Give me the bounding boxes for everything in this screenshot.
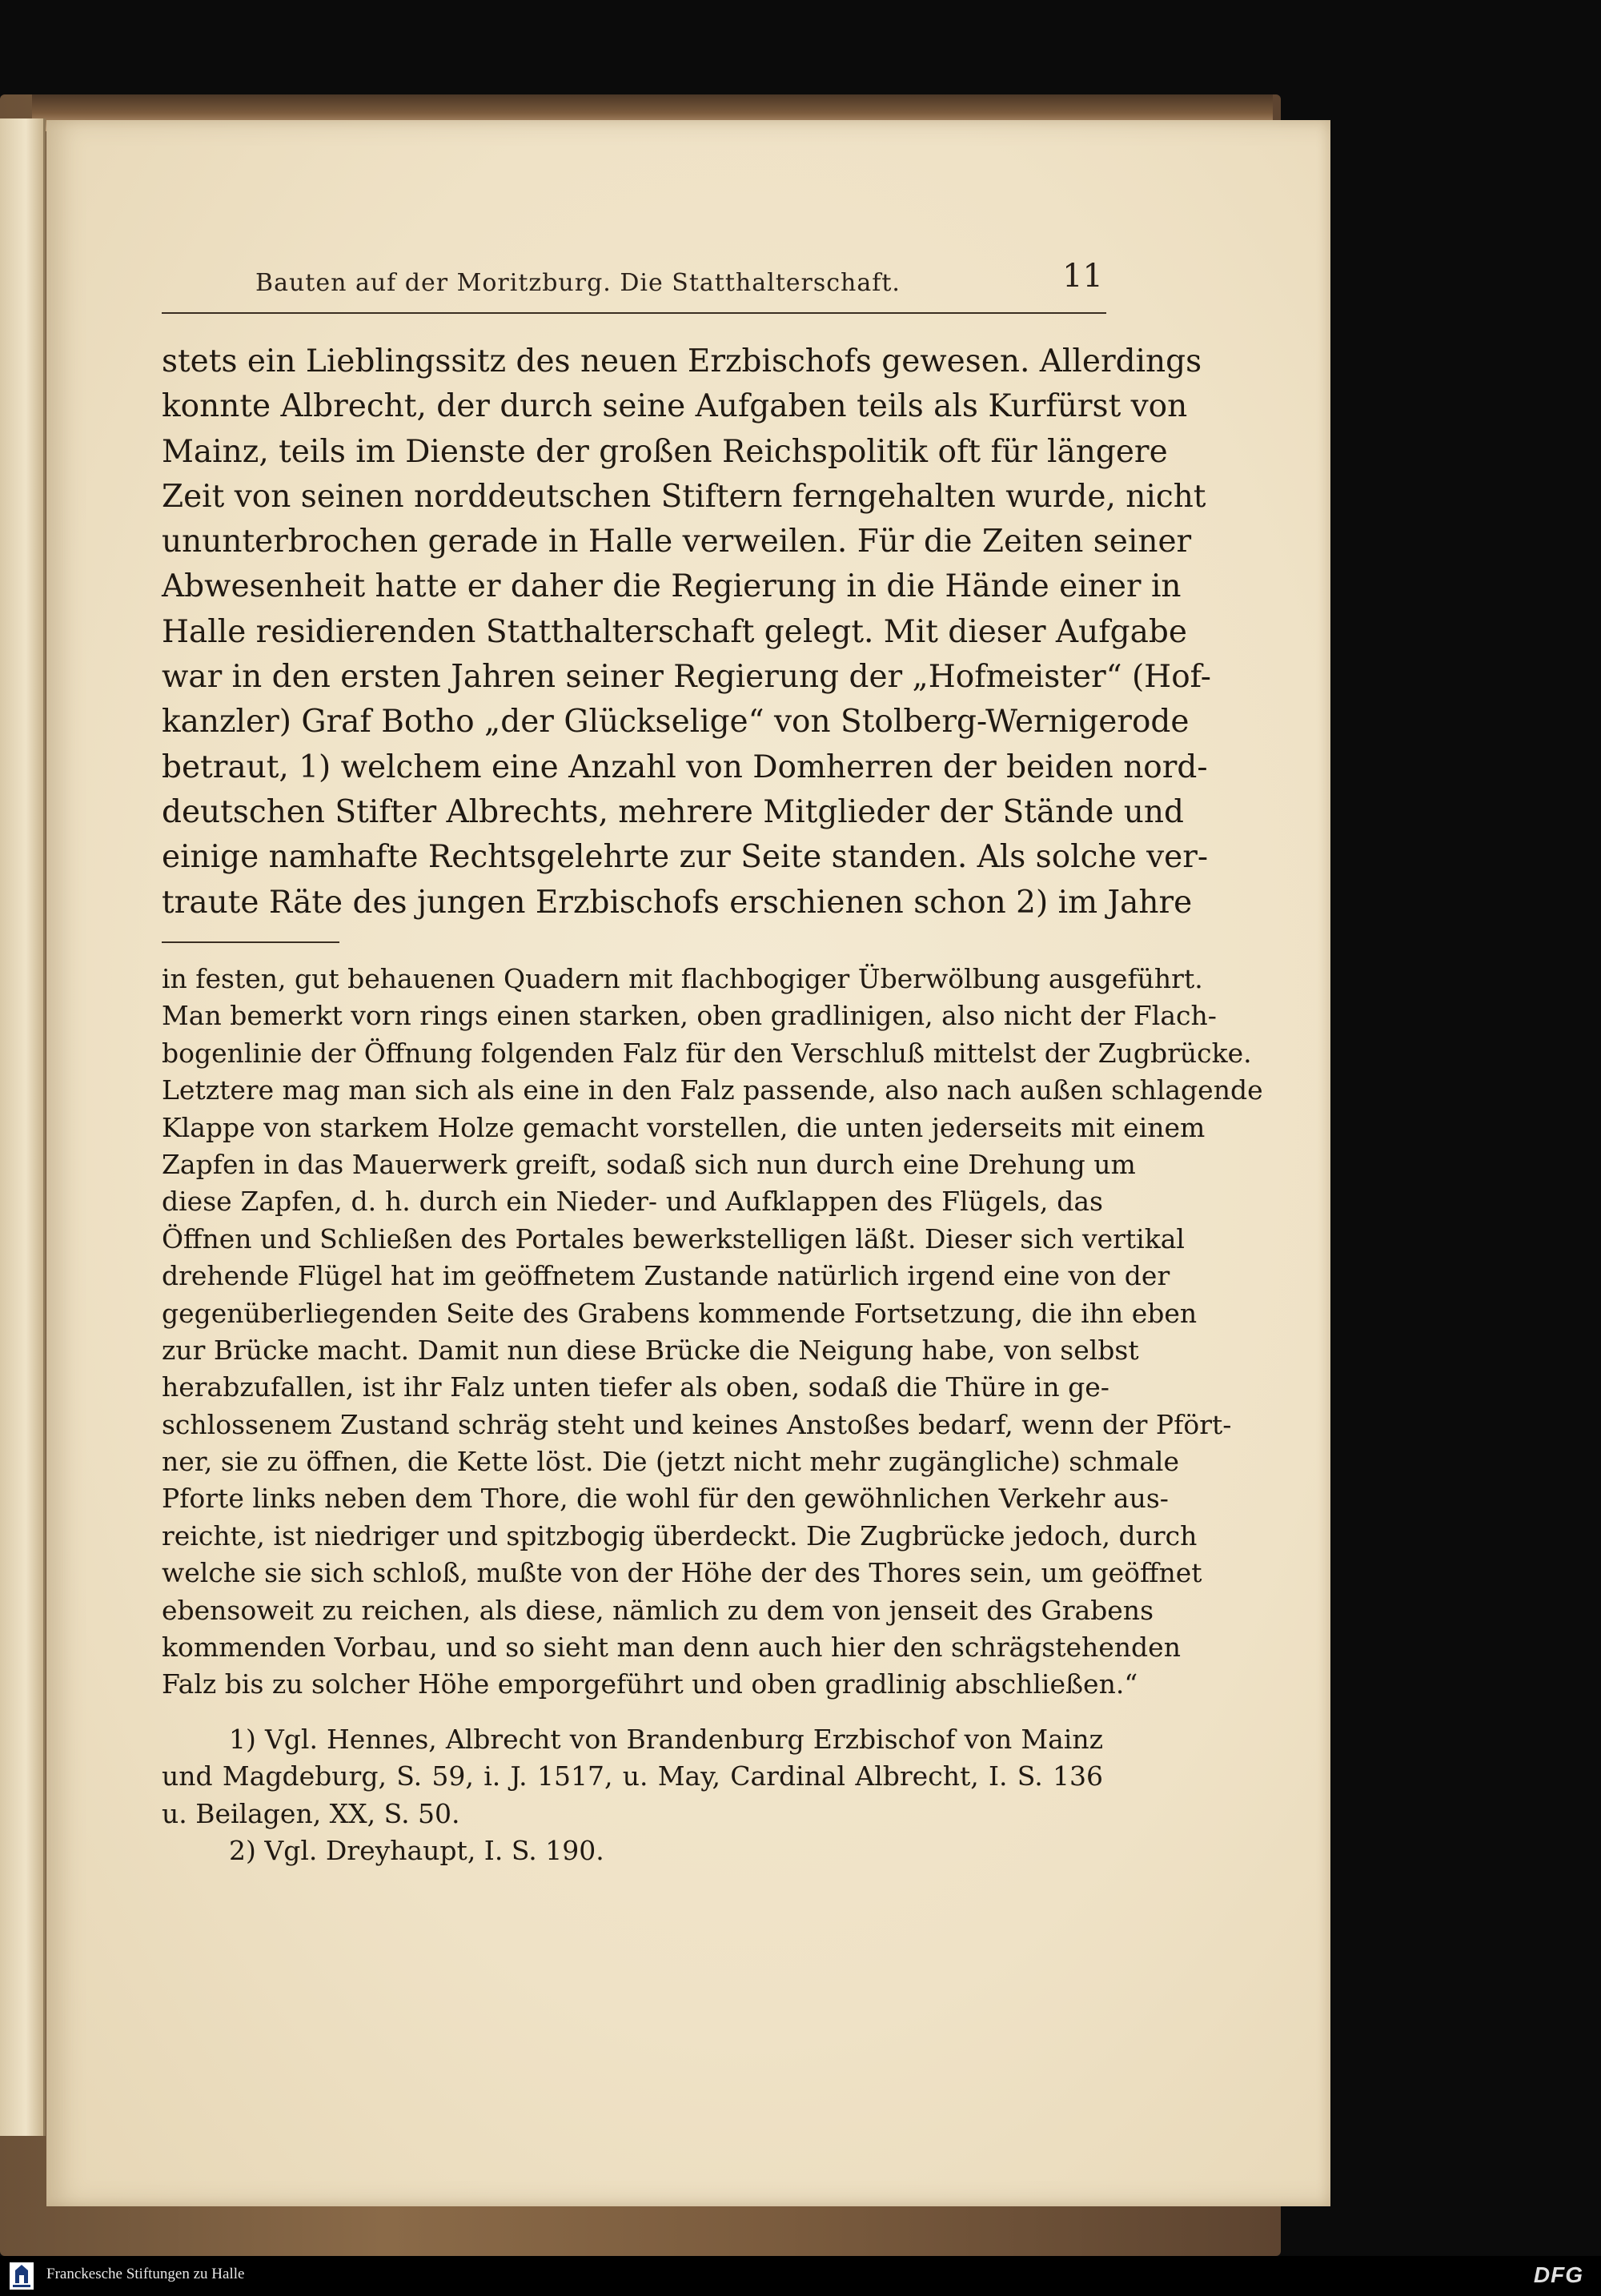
body-line: Mainz, teils im Dienste der großen Reichspolitik oft für längere [162,433,1168,470]
body-line: kanzler) Graf Botho „der Glückselige“ von Stolberg-Wernigerode [162,704,1190,741]
body-line: stets ein Lieblingssitz des neuen Erzbischofs gewesen. Allerdings [162,343,1202,379]
body-line: Abwesenheit hatte er daher die Regierung in die Hände einer in [162,568,1182,605]
note-line: Letztere mag man sich als eine in den Falz passende, also nach außen schlagende [162,1074,1263,1106]
body-line: Zeit von seinen norddeutschen Stiftern ferngehalten wurde, nicht [162,478,1206,515]
note-line: Öffnen und Schließen des Portales bewerkstelligen läßt. Dieser sich vertikal [162,1222,1185,1254]
note-line: ner, sie zu öffnen, die Kette löst. Die (jetzt nicht mehr zugängliche) schmale [162,1446,1179,1478]
note-line: Man bemerkt vorn rings einen starken, oben gradlinigen, also nicht der Flach- [162,1000,1217,1032]
body-line: deutschen Stifter Albrechts, mehrere Mitglieder der Stände und [162,793,1184,830]
continued-footnote [162,961,1263,1704]
note-line: zur Brücke macht. Damit nun diese Brücke die Neigung habe, von selbst [162,1334,1139,1366]
note-line: bogenlinie der Öffnung folgenden Falz für den Verschluß mittelst der Zugbrücke. [162,1037,1252,1069]
note-line: in festen, gut behauenen Quadern mit flachbogiger Überwölbung ausgeführt. [162,963,1203,994]
note-line: reichte, ist niedriger und spitzbogig überdeckt. Die Zugbrücke jedoch, durch [162,1519,1198,1551]
note-line: Zapfen in das Mauerwerk greift, sodaß sich nun durch eine Drehung um [162,1148,1136,1180]
body-line: konnte Albrecht, der durch seine Aufgaben teils als Kurfürst von [162,388,1188,425]
note-line: drehende Flügel hat im geöffnetem Zustande natürlich irgend eine von der [162,1260,1170,1292]
note-line: Klappe von starkem Holze gemacht vorstellen, die unten jederseits mit einem [162,1111,1206,1143]
note-line: gegenüberliegenden Seite des Grabens kommende Fortsetzung, die ihn eben [162,1297,1198,1329]
footnote-1-cont: u. Beilagen, XX, S. 50. [162,1797,460,1829]
footer-organization: Franckesche Stiftungen zu Halle [46,2266,245,2282]
note-line: ebensoweit zu reichen, als diese, nämlich zu dem von jenseit des Grabens [162,1594,1154,1626]
dfg-logo: DFG [1533,2262,1583,2287]
footnote-2: 2) Vgl. Dreyhaupt, I. S. 190. [229,1835,604,1867]
body-line: ununterbrochen gerade in Halle verweilen. Für die Zeiten seiner [162,524,1192,560]
body-line: Halle residierenden Statthalterschaft gelegt. Mit dieser Aufgabe [162,613,1187,650]
body-line: war in den ersten Jahren seiner Regierung der „Hofmeister“ (Hof- [162,659,1211,696]
note-line: diese Zapfen, d. h. durch ein Nieder- und Aufklappen des Flügels, das [162,1186,1103,1218]
note-line: herabzufallen, ist ihr Falz unten tiefer als oben, sodaß die Thüre in ge- [162,1371,1109,1403]
facing-page-edge [0,118,46,2136]
note-line: welche sie sich schloß, mußte von der Höhe der des Thores sein, um geöffnet [162,1557,1202,1589]
note-line: Falz bis zu solcher Höhe emporgeführt und oben gradlinig abschließen.“ [162,1668,1138,1700]
body-line: betraut, 1) welchem eine Anzahl von Domherren der beiden nord- [162,749,1208,785]
note-line: kommenden Vorbau, und so sieht man denn auch hier den schrägstehenden [162,1632,1181,1664]
body-line: traute Räte des jungen Erzbischofs erschienen schon 2) im Jahre [162,884,1193,921]
body-line: einige namhafte Rechtsgelehrte zur Seite standen. Als solche ver- [162,839,1209,876]
note-line: schlossenem Zustand schräg steht und keines Anstoßes bedarf, wenn der Pfört- [162,1408,1232,1440]
body-text [162,339,1211,925]
page-number: 11 [1062,258,1103,295]
footnotes [162,1721,1103,1870]
footnote-1: 1) Vgl. Hennes, Albrecht von Brandenburg Erzbischof von Mainz [229,1724,1103,1755]
page-header [162,258,1106,314]
running-title: Bauten auf der Moritzburg. Die Statthalterschaft. [255,269,901,297]
francke-foundation-logo [10,2262,34,2290]
footnote-1-cont: und Magdeburg, S. 59, i. J. 1517, u. May, Cardinal Albrecht, I. S. 136 [162,1760,1103,1792]
footnote-separator [162,941,339,943]
note-line: Pforte links neben dem Thore, die wohl für den gewöhnlichen Verkehr aus- [162,1483,1169,1515]
